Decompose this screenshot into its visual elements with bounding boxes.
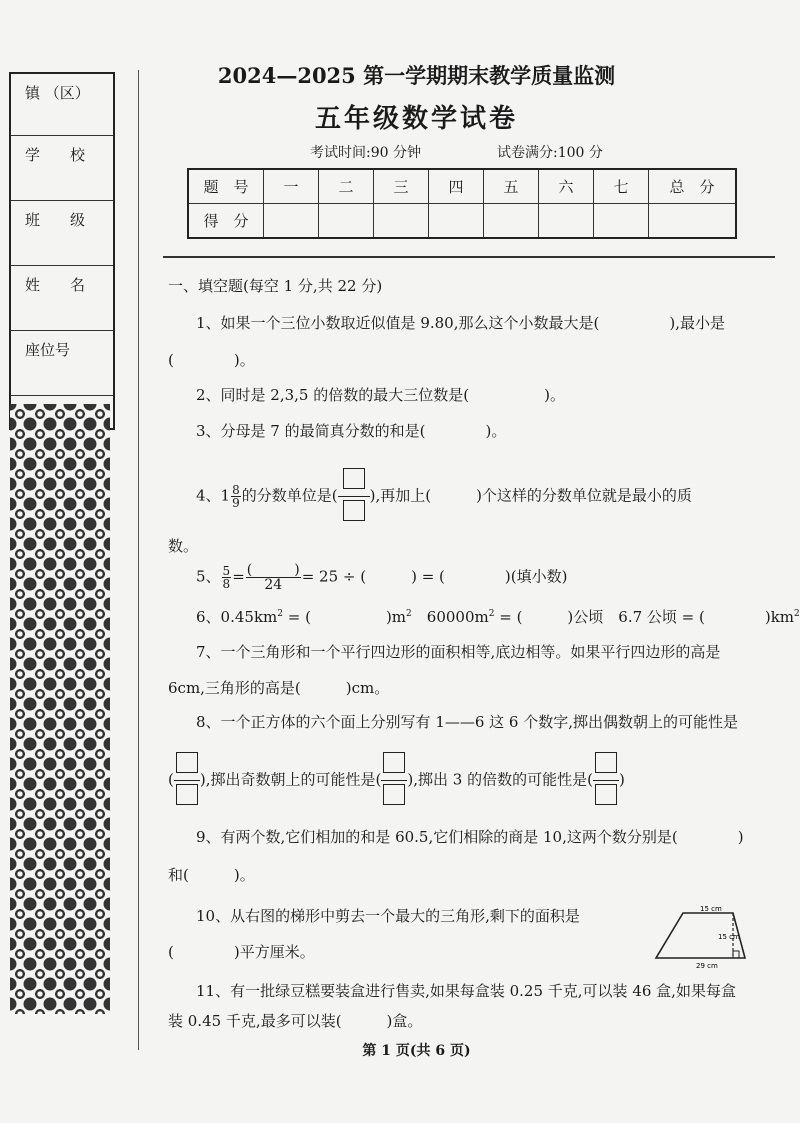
q6-sup: 2 bbox=[794, 609, 800, 619]
q8-continued: ( ),掷出奇数朝上的可能性是( ),掷出 3 的倍数的可能性是( ) bbox=[168, 752, 625, 809]
q6-b: = ( )m bbox=[283, 608, 407, 626]
question-8: 8、一个正方体的六个面上分别写有 1——6 这 6 个数字,掷出偶数朝上的可能性是 bbox=[196, 713, 739, 731]
score-cell[interactable] bbox=[484, 204, 539, 239]
question-5 bbox=[196, 563, 567, 592]
q5-eq: = bbox=[232, 567, 245, 586]
q5-blank-num[interactable]: ( ) bbox=[246, 562, 300, 578]
question-3: 3、分母是 7 的最简真分数的和是( )。 bbox=[196, 422, 507, 440]
fraction-bar bbox=[338, 496, 370, 497]
q1-continued: ( )。 bbox=[168, 351, 255, 369]
trapezoid-figure bbox=[650, 904, 760, 970]
q4-answer-fraction[interactable] bbox=[338, 468, 370, 525]
q8-answer-even[interactable] bbox=[174, 752, 200, 809]
q5-fraction bbox=[222, 565, 232, 590]
info-class bbox=[11, 201, 113, 266]
q4-prefix: 4、1 bbox=[196, 486, 231, 505]
score-header-cell: 一 bbox=[264, 169, 319, 204]
score-header-cell: 四 bbox=[429, 169, 484, 204]
q8-text-b: ,掷出奇数朝上的可能性是 bbox=[205, 770, 376, 789]
q5-blank-fraction[interactable] bbox=[246, 563, 301, 592]
q1-text-a: 1、如果一个三位小数取近似值是 9.80,那么这个小数最大是( bbox=[196, 314, 600, 332]
info-seat-label: 座位号 bbox=[25, 341, 71, 359]
info-school bbox=[11, 136, 113, 201]
q5-den: 8 bbox=[222, 577, 231, 591]
q4-den: 9 bbox=[232, 496, 240, 510]
score-table-header-row bbox=[188, 169, 736, 204]
question-4 bbox=[196, 468, 692, 525]
q4-after: ),再加上( )个这样的分数单位就是最小的质 bbox=[369, 486, 692, 505]
score-table-score-row bbox=[188, 204, 736, 239]
score-cell[interactable] bbox=[594, 204, 649, 239]
fraction-box[interactable] bbox=[176, 784, 198, 805]
q9-continued: 和( )。 bbox=[168, 866, 255, 884]
q8-text-c: ,掷出 3 的倍数的可能性是 bbox=[413, 770, 588, 789]
exam-time: 考试时间:90 分钟 bbox=[310, 145, 421, 161]
question-10: 10、从右图的梯形中剪去一个最大的三角形,剩下的面积是 bbox=[196, 907, 580, 925]
info-seat bbox=[11, 331, 113, 396]
info-name-label: 姓 名 bbox=[25, 276, 86, 294]
decorative-pattern bbox=[10, 404, 110, 1014]
section-heading: 一、填空题(每空 1 分,共 22 分) bbox=[168, 277, 383, 295]
score-cell[interactable] bbox=[429, 204, 484, 239]
score-cell[interactable] bbox=[319, 204, 374, 239]
q4-mid: 的分数单位是( bbox=[241, 486, 338, 505]
score-cell[interactable] bbox=[539, 204, 594, 239]
q1-text-b: ),最小是 bbox=[669, 314, 725, 332]
score-header-cell: 五 bbox=[484, 169, 539, 204]
score-cell[interactable] bbox=[649, 204, 737, 239]
score-header-cell: 六 bbox=[539, 169, 594, 204]
score-header-cell: 总 分 bbox=[649, 169, 737, 204]
fraction-bar bbox=[593, 780, 619, 781]
question-7: 7、一个三角形和一个平行四边形的面积相等,底边相等。如果平行四边形的高是 bbox=[196, 643, 721, 661]
q6-c: 60000m bbox=[411, 608, 489, 626]
question-6 bbox=[196, 606, 800, 627]
fraction-box[interactable] bbox=[343, 500, 365, 521]
q4-num: 8 bbox=[232, 483, 240, 497]
q10-continued: ( )平方厘米。 bbox=[168, 943, 315, 961]
fraction-bar bbox=[381, 780, 407, 781]
trapezoid-bottom-label: 29 cm bbox=[696, 962, 718, 970]
right-angle-mark bbox=[733, 951, 739, 958]
fraction-box[interactable] bbox=[176, 752, 198, 773]
fraction-bar bbox=[174, 780, 200, 781]
question-11: 11、有一批绿豆糕要装盒进行售卖,如果每盒装 0.25 千克,可以装 46 盒,如果每盒 bbox=[196, 982, 736, 1000]
score-row-label: 得 分 bbox=[188, 204, 264, 239]
question-9: 9、有两个数,它们相加的和是 60.5,它们相除的商是 10,这两个数分别是( ) bbox=[196, 828, 744, 846]
binding-strip bbox=[9, 72, 111, 1072]
score-header-cell: 七 bbox=[594, 169, 649, 204]
q5-prefix: 5、 bbox=[196, 567, 221, 586]
q6-d: = ( )公顷 6.7 公顷 = ( )km bbox=[494, 608, 795, 626]
full-score: 试卷满分:100 分 bbox=[497, 145, 603, 161]
q11-continued: 装 0.45 千克,最多可以装( )盒。 bbox=[168, 1012, 423, 1030]
q4-tail: 数。 bbox=[168, 537, 199, 555]
trapezoid-top-label: 15 cm bbox=[700, 905, 722, 913]
score-cell[interactable] bbox=[264, 204, 319, 239]
fraction-box[interactable] bbox=[383, 784, 405, 805]
header-divider bbox=[163, 256, 775, 258]
fraction-box[interactable] bbox=[595, 784, 617, 805]
info-class-label: 班 级 bbox=[25, 211, 86, 229]
fraction-box[interactable] bbox=[383, 752, 405, 773]
score-header-cell: 二 bbox=[319, 169, 374, 204]
q8-answer-multiple3[interactable] bbox=[593, 752, 619, 809]
score-header-cell: 题 号 bbox=[188, 169, 264, 204]
q4-mixed-fraction bbox=[231, 484, 241, 509]
fraction-box[interactable] bbox=[343, 468, 365, 489]
question-2: 2、同时是 2,3,5 的倍数的最大三位数是( )。 bbox=[196, 386, 565, 404]
q6-sup: 2 bbox=[277, 609, 283, 619]
score-cell[interactable] bbox=[374, 204, 429, 239]
score-header-cell: 三 bbox=[374, 169, 429, 204]
info-town-label: 镇 （区） bbox=[25, 84, 90, 102]
exam-subtitle: 五年级数学试卷 bbox=[314, 104, 518, 134]
q5-num: 5 bbox=[222, 564, 231, 578]
q7-continued: 6cm,三角形的高是( )cm。 bbox=[168, 679, 390, 697]
info-name bbox=[11, 266, 113, 331]
q6-sup: 2 bbox=[488, 609, 495, 619]
page-footer: 第 1 页(共 6 页) bbox=[362, 1043, 471, 1059]
trapezoid-height-label: 15 cm bbox=[718, 933, 740, 941]
q6-a: 6、0.45km bbox=[196, 608, 278, 626]
q6-sup: 2 bbox=[406, 609, 412, 619]
binding-line bbox=[138, 70, 139, 1050]
exam-title: 2024—2025 第一学期期末教学质量监测 bbox=[217, 63, 616, 88]
q5-rest: = 25 ÷ ( ) = ( )(填小数) bbox=[301, 567, 568, 586]
question-1 bbox=[196, 312, 725, 333]
q8-answer-odd[interactable] bbox=[381, 752, 407, 809]
score-table bbox=[187, 168, 737, 239]
fraction-box[interactable] bbox=[595, 752, 617, 773]
q5-blank-den: 24 bbox=[264, 577, 283, 593]
info-school-label: 学 校 bbox=[25, 146, 86, 164]
